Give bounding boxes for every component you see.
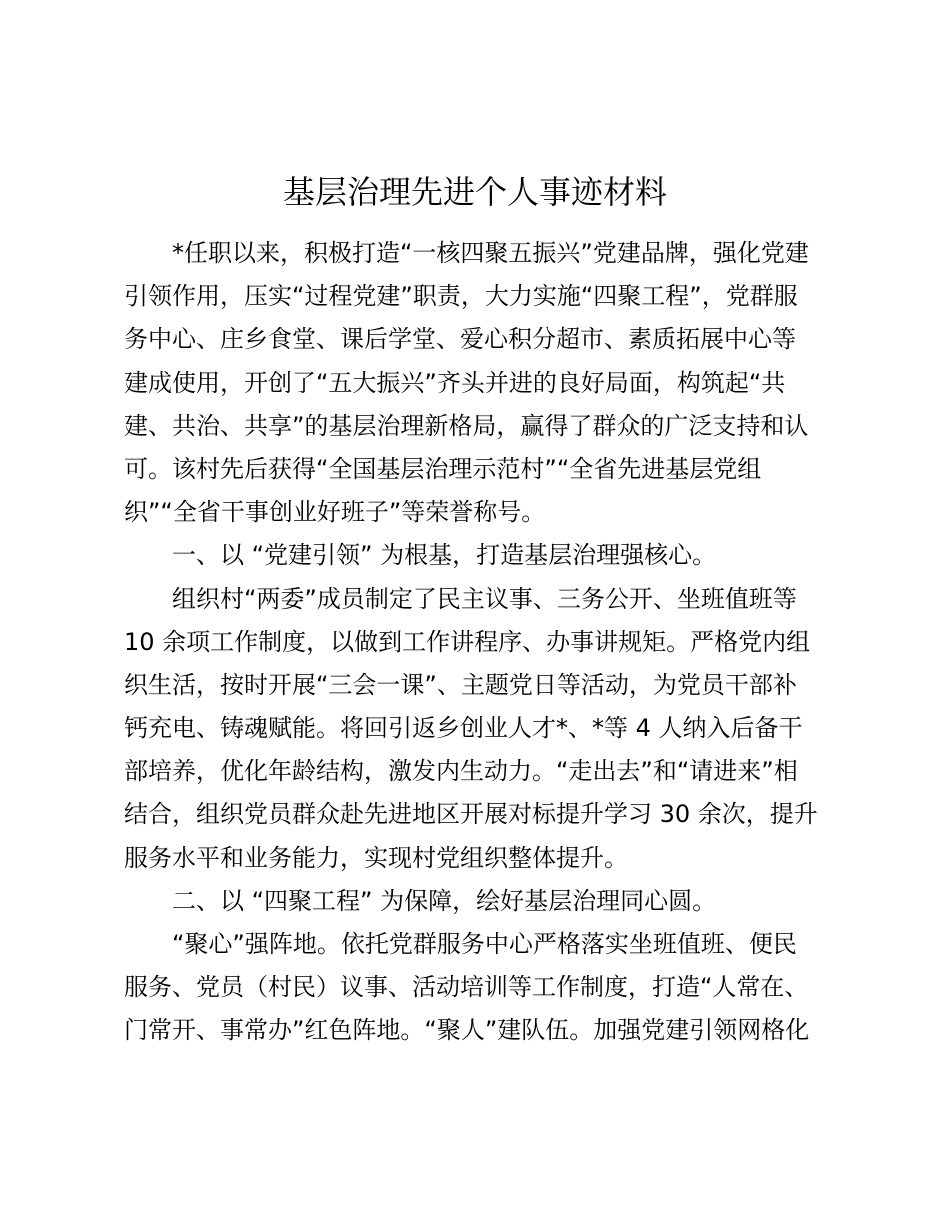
section-heading: 二、以 “四聚工程” 为保障，绘好基层治理同心圆。 (172, 886, 717, 915)
document-body (124, 232, 836, 1053)
document-title: 基层治理先进个人事迹材料 (282, 173, 667, 211)
paragraph-line: 钙充电、铸魂赋能。将回引返乡创业人才*、*等 4 人纳入后备干 (124, 714, 803, 743)
paragraph-line: 引领作用，压实“过程党建”职责，大力实施“四聚工程”，党群服 (124, 282, 798, 311)
paragraph-line: 建成使用，开创了“五大振兴”齐头并进的良好局面，构筑起“共 (124, 368, 786, 397)
paragraph-line: *任职以来，积极打造“一核四聚五振兴”党建品牌，强化党建 (172, 239, 809, 267)
paragraph-line: 可。该村先后获得“全国基层治理示范村”“全省先进基层党组 (124, 454, 762, 483)
paragraph-line: 务中心、庄乡食堂、课后学堂、爱心积分超市、素质拓展中心等 (124, 325, 796, 354)
paragraph-line: 建、共治、共享”的基层治理新格局，赢得了群众的广泛支持和认 (124, 411, 809, 440)
paragraph-line: 服务水平和业务能力，实现村党组织整体提升。 (124, 843, 628, 872)
paragraph-line: 织生活，按时开展“三会一课”、主题党日等活动，为党员干部补 (124, 670, 797, 699)
paragraph-line: 组织村“两委”成员制定了民主议事、三务公开、坐班值班等 (172, 584, 797, 613)
paragraph-line: 结合，组织党员群众赴先进地区开展对标提升学习 30 余次，提升 (124, 800, 818, 829)
paragraph-line: “聚心”强阵地。依托党群服务中心严格落实坐班值班、便民 (172, 930, 797, 958)
paragraph-line: 10 余项工作制度，以做到工作讲程序、办事讲规矩。严格党内组 (124, 627, 811, 656)
section-heading: 一、以 “党建引领” 为根基，打造基层治理强核心。 (172, 541, 717, 570)
paragraph-line: 门常开、事常办”红色阵地。“聚人”建队伍。加强党建引领网格化 (124, 1016, 810, 1045)
paragraph-line: 服务、党员（村民）议事、活动培训等工作制度，打造“人常在、 (124, 973, 809, 1002)
paragraph-line: 部培养，优化年龄结构，激发内生动力。“走出去”和“请进来”相 (124, 757, 798, 786)
paragraph-line: 织”“全省干事创业好班子”等荣誉称号。 (124, 498, 546, 527)
